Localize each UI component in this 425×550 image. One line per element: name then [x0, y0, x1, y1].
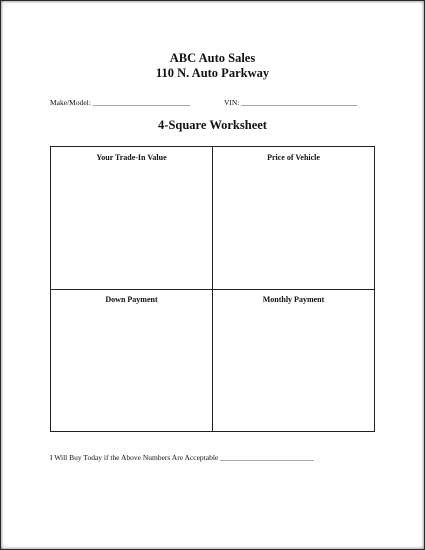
- four-square-grid: [50, 146, 375, 432]
- grid-horizontal-divider: [51, 289, 374, 290]
- acceptance-statement[interactable]: [50, 453, 314, 462]
- acceptance-text: I Will Buy Today if the Above Numbers Are Acceptable: [50, 453, 219, 462]
- vin-blank[interactable]: _______________________________: [241, 98, 358, 107]
- make-model-field[interactable]: [50, 98, 190, 107]
- make-model-blank[interactable]: __________________________: [92, 98, 191, 107]
- make-model-label: Make/Model:: [50, 98, 91, 107]
- monthly-payment-label: Monthly Payment: [262, 295, 325, 304]
- down-payment-label: Down Payment: [105, 295, 158, 304]
- vin-label: VIN:: [224, 98, 240, 107]
- vin-field[interactable]: [224, 98, 358, 107]
- company-address: 110 N. Auto Parkway: [155, 66, 270, 80]
- worksheet-title: 4-Square Worksheet: [158, 118, 267, 132]
- company-name: ABC Auto Sales: [169, 51, 256, 65]
- signature-blank[interactable]: _________________________: [220, 453, 314, 462]
- price-of-vehicle-label: Price of Vehicle: [267, 153, 320, 162]
- trade-in-value-label: Your Trade-In Value: [96, 153, 167, 162]
